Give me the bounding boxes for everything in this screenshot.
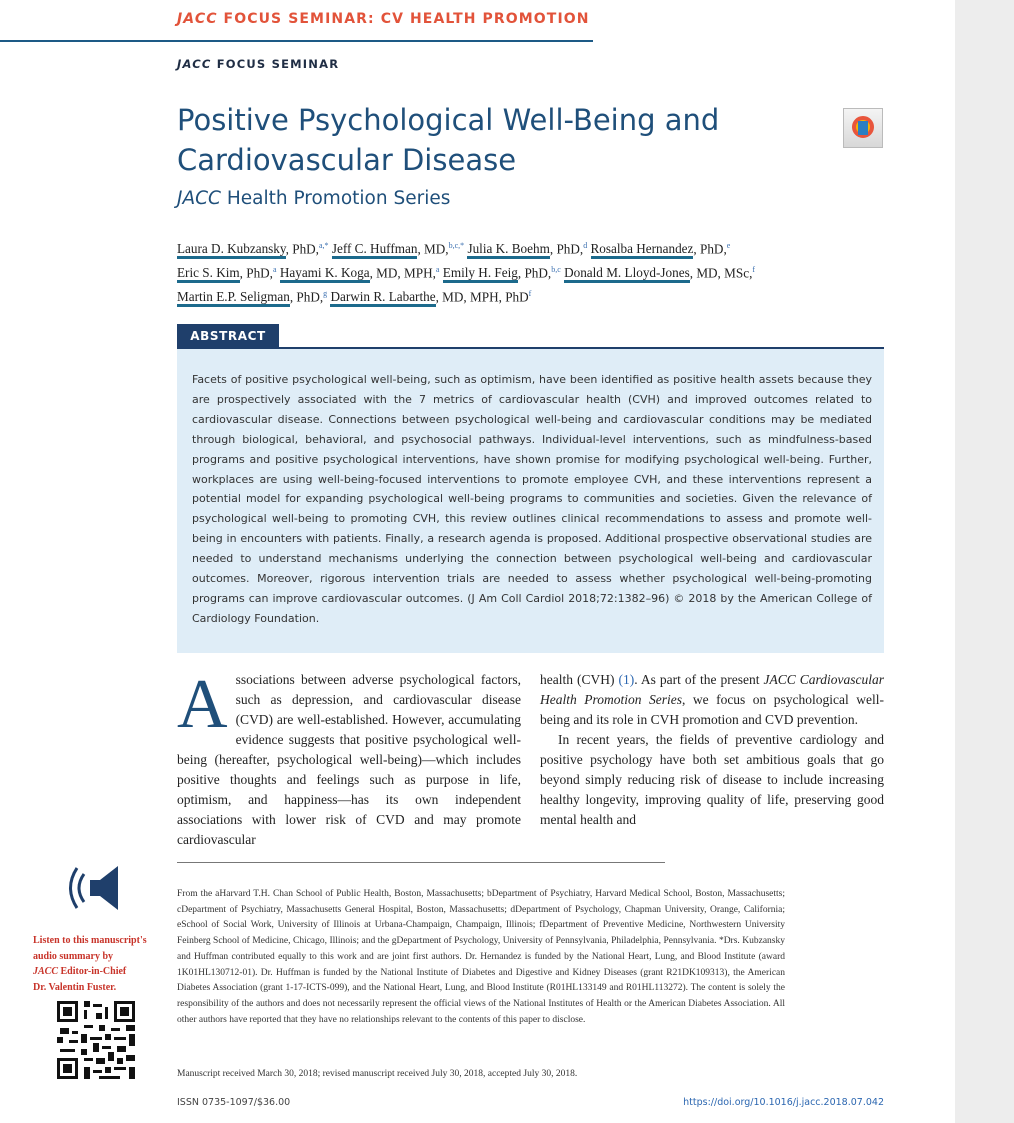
author-link[interactable]: Donald M. Lloyd-Jones xyxy=(564,265,690,283)
author-link[interactable]: Julia K. Boehm xyxy=(467,241,549,259)
article-subtitle: JACC Health Promotion Series xyxy=(177,188,451,209)
author-link[interactable]: Laura D. Kubzansky xyxy=(177,241,286,259)
author-link[interactable]: Emily H. Feig xyxy=(443,265,518,283)
reference-link[interactable]: (1) xyxy=(618,672,635,687)
qr-code-icon[interactable] xyxy=(57,1001,135,1079)
received-dates: Manuscript received March 30, 2018; revised manuscript received July 30, 2018, accepted July 30, 2018. xyxy=(177,1069,578,1079)
author-line-2: Eric S. Kim, PhD,$^a$ Hayami K. Koga, MD, MPH,$^a$ Emily H. Feig, PhD,$^{b,c}$ Donald M. Lloyd-Jones, MD, MSc,$^f$ xyxy=(177,260,877,284)
side-margin xyxy=(955,0,1014,1123)
abstract-text: Facets of positive psychological well-being, such as optimism, have been identified as positive health assets because they are prospectively associated with the 7 metrics of cardiovascular health (CVH) and improved outcomes related to cardiovascular disease. Connections between psychological well-being and cardiovascular conditions may be mediated through biological, behavioral, and psychosocial pathways. Individual-level interventions, such as mindfulness-based programs and positive psychological interventions, have shown promise for modifying psychological well-being. Further, workplaces are using well-being-focused interventions to promote employee CVH, and these interventions represent a potential model for expanding psychological well-being programs to communities and societies. Given the relevance of psychological well-being to promoting CVH, this review outlines clinical recommendations to assess and promote well-being in encounters with patients. Finally, a research agenda is proposed. Additional prospective observational studies are needed to understand mechanisms underlying the connection between psychological well-being and cardiovascular outcomes. Moreover, rigorous intervention trials are needed to assess whether psychological well-being-promoting programs can improve cardiovascular outcomes. (J Am Coll Cardiol 2018;72:1382–96) © 2018 by the American College of Cardiology Foundation. xyxy=(192,373,872,625)
doi-link[interactable]: https://doi.org/10.1016/j.jacc.2018.07.042 xyxy=(683,1097,884,1108)
author-link[interactable]: Martin E.P. Seligman xyxy=(177,289,290,307)
author-line-3: Martin E.P. Seligman, PhD,$^g$ Darwin R. Labarthe, MD, MPH, PhD$^f$ xyxy=(177,284,877,308)
body-column-2: health (CVH) (1). As part of the present JACC Cardiovascular Health Promotion Series, we focus on psychological well-being and its role in CVH promotion and CVD prevention. In recent years, the fields of preventive cardiology and positive psychology have both set ambitious goals that go beyond simply reducing risk of disease to include increasing healthy longevity, improving quality of life, preserving good mental health and xyxy=(540,672,885,827)
section-label: JACC FOCUS SEMINAR xyxy=(177,57,340,71)
author-link[interactable]: Jeff C. Huffman xyxy=(332,241,418,259)
affiliations-footnote: From the aHarvard T.H. Chan School of Public Health, Boston, Massachusetts; bDepartment of Psychiatry, Harvard Medical School, Boston, Massachusetts; cDepartment of Psychiatry, Massachusetts General Hospital, Boston, Massachusetts; dDepartment of Psychology, Chapman University, Orange, California; eSchool of Social Work, University of Illinois at Urbana-Champaign, Champaign, Illinois; fDepartment of Preventive Medicine, Northwestern University Feinberg School of Medicine, Chicago, Illinois; and the gDepartment of Psychology, University of Pennsylvania, Philadelphia, Pennsylvania. *Drs. Kubzansky and Huffman contributed equally to this work and are joint first authors. Dr. Hernandez is funded by the National Heart, Lung, and Blood Institute (award 1K01HL130712-01). Dr. Huffman is funded by the National Institute of Diabetes and Digestive and Kidney Diseases (grant R21DK109313), the American Diabetes Association (grant 1-17-ICTS-099), and the National Heart, Lung, and Blood Institute (R01HL133149 and R01HL113272). The content is solely the responsibility of the authors and does not necessarily represent the official views of the National Institutes of Health or the American Diabetes Association. All other authors have reported that they have no relationships relevant to the contents of this paper to disclose. xyxy=(177,889,785,1025)
speaker-icon[interactable] xyxy=(66,860,128,916)
author-link[interactable]: Rosalba Hernandez xyxy=(591,241,694,259)
author-line-1: Laura D. Kubzansky, PhD,$^{a,*}$ Jeff C. Huffman, MD,$^{b,c,*}$ Julia K. Boehm, PhD,$^d$ Rosalba Hernandez, PhD,$^e$ xyxy=(177,236,877,260)
footnote-rule xyxy=(177,862,665,863)
abstract-label: ABSTRACT xyxy=(177,324,279,348)
author-list xyxy=(177,236,877,308)
author-link[interactable]: Eric S. Kim xyxy=(177,265,240,283)
audio-summary-note: Listen to this manuscript's audio summary by JACC Editor-in-Chief Dr. Valentin Fuster. xyxy=(33,935,147,993)
author-link[interactable]: Hayami K. Koga xyxy=(280,265,370,283)
author-link[interactable]: Darwin R. Labarthe xyxy=(330,289,435,307)
running-head: JACC FOCUS SEMINAR: CV HEALTH PROMOTION xyxy=(177,11,590,27)
crossmark-icon[interactable] xyxy=(843,108,883,148)
abstract-citation: (J Am Coll Cardiol 2018;72:1382–96) © 2018 by the American College of Cardiology Foundation. xyxy=(192,591,872,625)
issn: ISSN 0735-1097/$36.00 xyxy=(177,1097,291,1108)
dropcap: A xyxy=(177,666,228,743)
body-column-1: Associations between adverse psychological factors, such as depression, and cardiovascular disease (CVD) are well-established. However, accumulating evidence suggests that positive psychological well-being (hereafter, psychological well-being)—which includes positive thoughts and feelings such as purpose in life, optimism, and happiness—has its own independent associations with lower risk of CVD and may promote cardiovascular xyxy=(177,666,521,847)
article-title: Positive Psychological Well-Being and Cardiovascular Disease xyxy=(177,103,720,177)
header-rule xyxy=(0,40,593,42)
